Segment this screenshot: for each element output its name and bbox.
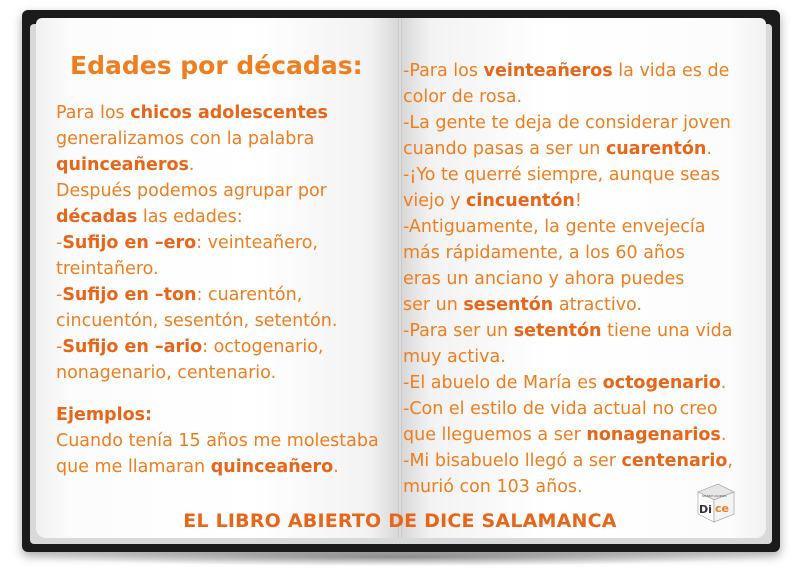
- line-text: -El abuelo de María es: [403, 373, 603, 393]
- highlighted-word: cuarentón: [605, 139, 707, 159]
- line-text: : cuarentón,: [196, 285, 303, 305]
- line-text: color de rosa.: [403, 87, 523, 107]
- book-spine: [398, 18, 402, 538]
- highlighted-word: décadas: [56, 207, 138, 227]
- example-line: [56, 454, 386, 480]
- right-line: [403, 240, 763, 266]
- examples-lines: [56, 428, 386, 480]
- highlighted-word: Sufijo en –ario: [62, 337, 203, 357]
- left-line: [56, 100, 386, 126]
- line-text: -Para los: [403, 61, 484, 81]
- left-line: [56, 126, 386, 152]
- line-text: ser un: [403, 295, 464, 315]
- right-line: [403, 214, 763, 240]
- examples-section: [56, 402, 386, 480]
- line-text: nonagenario, centenario.: [56, 363, 277, 383]
- highlighted-word: Sufijo en –ero: [62, 233, 197, 253]
- line-text: .: [188, 155, 195, 175]
- right-line: [403, 292, 763, 318]
- example-line: [56, 428, 386, 454]
- line-text: -Mi bisabuelo llegó a ser: [403, 451, 622, 471]
- right-line: [403, 136, 763, 162]
- right-line: [403, 266, 763, 292]
- left-line: [56, 230, 386, 256]
- left-line: [56, 178, 386, 204]
- line-text: -: [56, 285, 63, 305]
- line-text: cincuentón, sesentón, setentón.: [56, 311, 338, 331]
- line-text: las edades:: [137, 207, 243, 227]
- line-text: : veinteañero,: [196, 233, 318, 253]
- right-line: [403, 396, 763, 422]
- left-line: [56, 152, 386, 178]
- line-text: la vida es de: [612, 61, 730, 81]
- line-text: ,: [727, 451, 733, 471]
- line-text: -La gente te deja de considerar joven: [403, 113, 731, 133]
- left-line: [56, 282, 386, 308]
- line-text: !: [574, 191, 582, 211]
- right-line: [403, 422, 763, 448]
- highlighted-word: sesentón: [463, 295, 554, 315]
- highlighted-word: chicos adolescentes: [130, 103, 328, 123]
- left-page-text: [56, 100, 386, 386]
- line-text: Cuando tenía 15 años me molestaba: [56, 431, 379, 451]
- right-line: [403, 448, 763, 474]
- line-text: viejo y: [403, 191, 467, 211]
- highlighted-word: nonagenarios: [586, 425, 721, 445]
- right-line: [403, 84, 763, 110]
- right-line: [403, 110, 763, 136]
- line-text: muy activa.: [403, 347, 506, 367]
- line-text: eras un anciano y ahora puedes: [403, 269, 685, 289]
- line-text: que lleguemos a ser: [403, 425, 587, 445]
- left-line: [56, 308, 386, 334]
- examples-heading: Ejemplos:: [56, 405, 153, 425]
- left-line: [56, 334, 386, 360]
- line-text: tiene una vida: [601, 321, 733, 341]
- right-line: [403, 370, 763, 396]
- line-text: -Antiguamente, la gente envejecía: [403, 217, 706, 237]
- right-page-text: [403, 58, 763, 500]
- dice-logo: [694, 482, 736, 524]
- line-text: .: [706, 139, 712, 159]
- line-text: más rápidamente, a los 60 años: [403, 243, 685, 263]
- highlighted-word: cincuentón: [466, 191, 575, 211]
- right-line: [403, 318, 763, 344]
- line-text: -Con el estilo de vida actual no creo: [403, 399, 718, 419]
- highlighted-word: quinceañero: [210, 457, 334, 477]
- highlighted-word: setentón: [513, 321, 602, 341]
- line-text: .: [720, 425, 727, 445]
- line-text: -: [56, 337, 63, 357]
- line-text: -: [56, 233, 63, 253]
- right-line: [403, 344, 763, 370]
- right-line: [403, 188, 763, 214]
- line-text: generalizamos con la palabra: [56, 129, 315, 149]
- line-text: atractivo.: [553, 295, 643, 315]
- line-text: que me llamaran: [56, 457, 211, 477]
- line-text: Para los: [56, 103, 131, 123]
- right-line: [403, 58, 763, 84]
- line-text: .: [333, 457, 339, 477]
- highlighted-word: veinteañeros: [483, 61, 613, 81]
- highlighted-word: centenario: [621, 451, 728, 471]
- line-text: -Para ser un: [403, 321, 514, 341]
- right-line: [403, 162, 763, 188]
- logo-text-di: Di: [699, 503, 712, 516]
- logo-small-text: SPANISH COURSES: [702, 495, 727, 498]
- line-text: treintañero.: [56, 259, 159, 279]
- page-title: Edades por décadas:: [70, 51, 363, 80]
- line-text: .: [720, 373, 727, 393]
- left-line: [56, 256, 386, 282]
- highlighted-word: quinceañeros: [56, 155, 189, 175]
- highlighted-word: octogenario: [602, 373, 721, 393]
- line-text: -¡Yo te querré siempre, aunque seas: [403, 165, 720, 185]
- line-text: murió con 103 años.: [403, 477, 583, 497]
- logo-text-ce: ce: [715, 502, 729, 515]
- line-text: : octogenario,: [202, 337, 324, 357]
- line-text: Después podemos agrupar por: [56, 181, 327, 201]
- left-line: [56, 204, 386, 230]
- highlighted-word: Sufijo en –ton: [62, 285, 197, 305]
- line-text: cuando pasas a ser un: [403, 139, 606, 159]
- left-line: [56, 360, 386, 386]
- footer-caption: EL LIBRO ABIERTO DE DICE SALAMANCA: [183, 510, 617, 532]
